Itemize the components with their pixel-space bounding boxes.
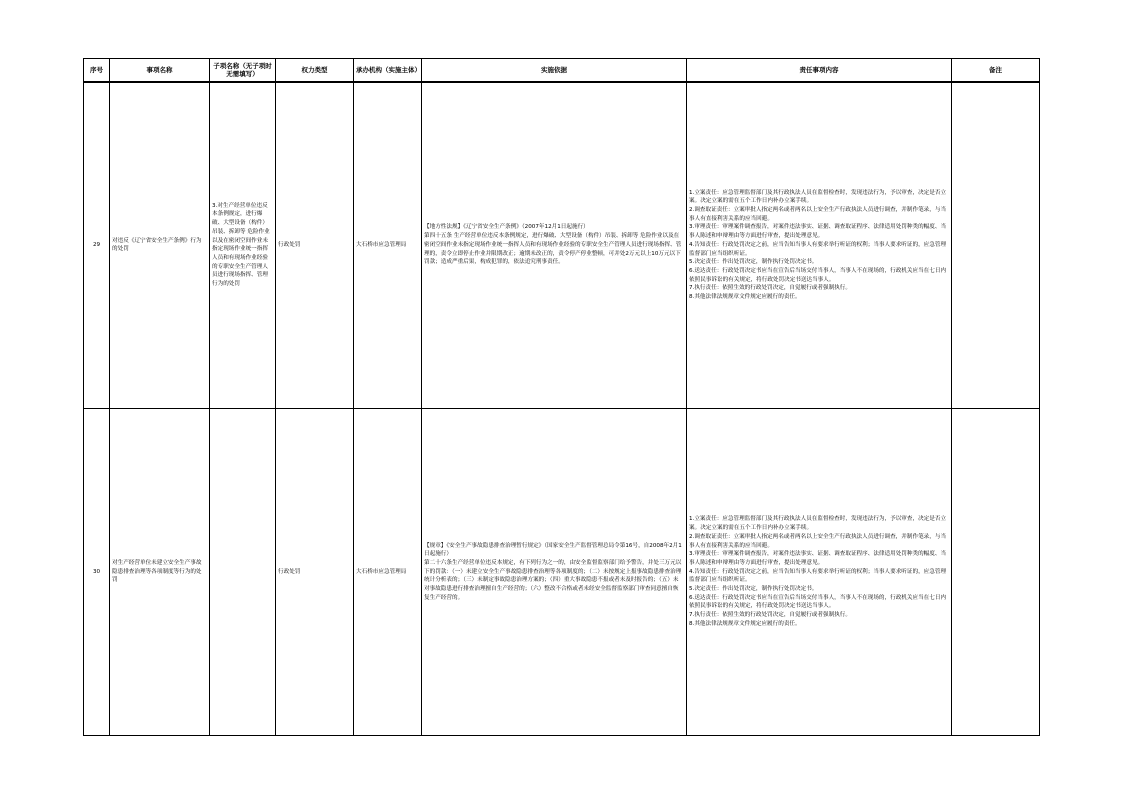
responsibility-item: 6.送达责任：行政处罚决定书应当在宣告后当场交付当事人，当事人不在现场的，行政机关应当在七日内依照民事诉讼的有关规定，将行政处罚决定书送达当事人。: [689, 268, 947, 283]
responsibility-item: 4.告知责任：行政处罚决定之前，应当告知当事人有要求举行听证的权利；当事人要求听证的，应急管理监督部门应当组织听证。: [689, 568, 947, 584]
header-row: [84, 59, 1040, 82]
cell-remark: [952, 82, 1040, 409]
responsibility-item: 2.调查取证责任：立案审批人指定两名或者两名以上安全生产行政执法人员进行调查，并制作笔录，与当事人有直接利害关系的应当回避。: [689, 207, 947, 222]
cell-power-type: 行政处罚: [276, 82, 354, 409]
cell-seq: 29: [84, 82, 110, 409]
responsibility-item: 5.决定责任：作出处罚决定，制作执行处罚决定书。: [689, 586, 818, 593]
table-row: [84, 82, 1040, 409]
cell-power-type: 行政处罚: [276, 409, 354, 736]
responsibility-item: 2.调查取证责任：立案审批人指定两名或者两名以上安全生产行政执法人员进行调查，并制作笔录，与当事人有直接利害关系的应当回避。: [689, 533, 947, 549]
header-item-name: 事项名称: [110, 59, 210, 82]
cell-agency: 大石桥市应急管理局: [354, 82, 422, 409]
responsibility-item: 1.立案责任：应急管理监督部门及其行政执法人员在监督检查时，发现违法行为，予以审查，决定是否立案。决定立案的需在五个工作日内补办立案手续。: [689, 189, 947, 205]
responsibility-item: 3.审理责任：审理案件调查报告，对案件违法事实、证据、调查取证程序、法律适用处罚种类的幅度、当事人陈述和申辩理由等方面进行审查，提出处理意见。: [689, 224, 947, 240]
cell-basis: 【规章】《安全生产事故隐患排查治理暂行规定》（国家安全生产监督管理总局令第16号，自2008年2月1日起施行） 第二十六条生产经营单位违反本规定，有下列行为之一的，由安全监督监察部门给予警告，并处三万元以下的罚款：（一）未建立安全生产事故隐患排查治理等各项制度的；（二）未按规定上报事故隐患排查治理统计分析表的；（三）未制定事故隐患治理方案的；（四）重大事故隐患不报或者未及时报告的；（五）未对事故隐患进行排查治理擅自生产经营的；（六）整改不合格或者未经安全监督监察部门审查同意擅自恢复生产经营的。: [422, 409, 687, 736]
header-seq: 序号: [84, 59, 110, 82]
cell-remark: [952, 409, 1040, 736]
header-basis: 实施依据: [422, 59, 687, 82]
cell-item-name: 对违反《辽宁省安全生产条例》行为的处罚: [110, 82, 210, 409]
responsibility-item: 6.送达责任：行政处罚决定书应当在宣告后当场交付当事人，当事人不在现场的，行政机关应当在七日内依照民事诉讼的有关规定，将行政处罚决定书送达当事人。: [689, 594, 947, 610]
header-agency: 承办机构（实施主体）: [354, 59, 422, 82]
cell-agency: 大石桥市应急管理局: [354, 409, 422, 736]
power-list-table: [83, 58, 1040, 736]
responsibility-item: 1.立案责任：应急管理监督部门及其行政执法人员在监督检查时，发现违法行为，予以审查，决定是否立案。决定立案的需在五个工作日内补办立案手续。: [689, 516, 947, 532]
cell-responsibility: [687, 82, 952, 409]
header-power-type: 权力类型: [276, 59, 354, 82]
responsibility-item: 8.其他法律法规规章文件规定应履行的责任。: [689, 294, 801, 301]
responsibility-item: 4.告知责任：行政处罚决定之前，应当告知当事人有要求举行听证的权利；当事人要求听证的，应急管理监督部门应当组织听证。: [689, 241, 947, 257]
cell-basis: 【地方性法规】《辽宁省安全生产条例》（2007年12月1日起施行） 第四十五条 生产经营单位违反本条例规定，进行爆破、大型设备（构件）吊装、拆卸等 危险作业以及在密闭空间作业未指定现场作业统一指挥人员和有现场作业经验的专职安全生产管理人员进行现场指挥、管理的，责令立即停止作业并限期改正；逾期未改正的，责令停产停业整顿，可并处2万元以上10万元以下罚款；造成严重后果，构成犯罪的，依法追究刑事责任。: [422, 82, 687, 409]
table-row: [84, 409, 1040, 736]
responsibility-item: 7.执行责任：依照生效的行政处罚决定，自觉履行或者强制执行。: [689, 285, 851, 292]
cell-sub-item: 3.对生产经营单位违反本条例规定，进行爆破、大型设备（构件）吊装、拆卸等 危险作业以及在密闭空间作业未指定现场作业统一指挥人员和有现场作业经验的专职安全生产管理人员进行现场指挥、管理行为的处罚: [210, 82, 276, 409]
responsibility-item: 5.决定责任：作出处罚决定，制作执行处罚决定书。: [689, 259, 818, 266]
responsibility-item: 3.审理责任：审理案件调查报告，对案件违法事实、证据、调查取证程序、法律适用处罚种类的幅度、当事人陈述和申辩理由等方面进行审查，提出处理意见。: [689, 551, 947, 566]
header-remark: 备注: [952, 59, 1040, 82]
responsibility-item: 8.其他法律法规规章文件规定应履行的责任。: [689, 620, 801, 627]
cell-item-name: 对生产经营单位未建立安全生产事故隐患排查治理等各项制度等行为的处罚: [110, 409, 210, 736]
cell-sub-item: [210, 409, 276, 736]
header-sub-item: 子项名称（无子项时无需填写）: [210, 59, 276, 82]
cell-responsibility: [687, 409, 952, 736]
cell-seq: 30: [84, 409, 110, 736]
responsibility-item: 7.执行责任：依照生效的行政处罚决定，自觉履行或者强制执行。: [689, 612, 851, 619]
header-responsibility: 责任事项内容: [687, 59, 952, 82]
